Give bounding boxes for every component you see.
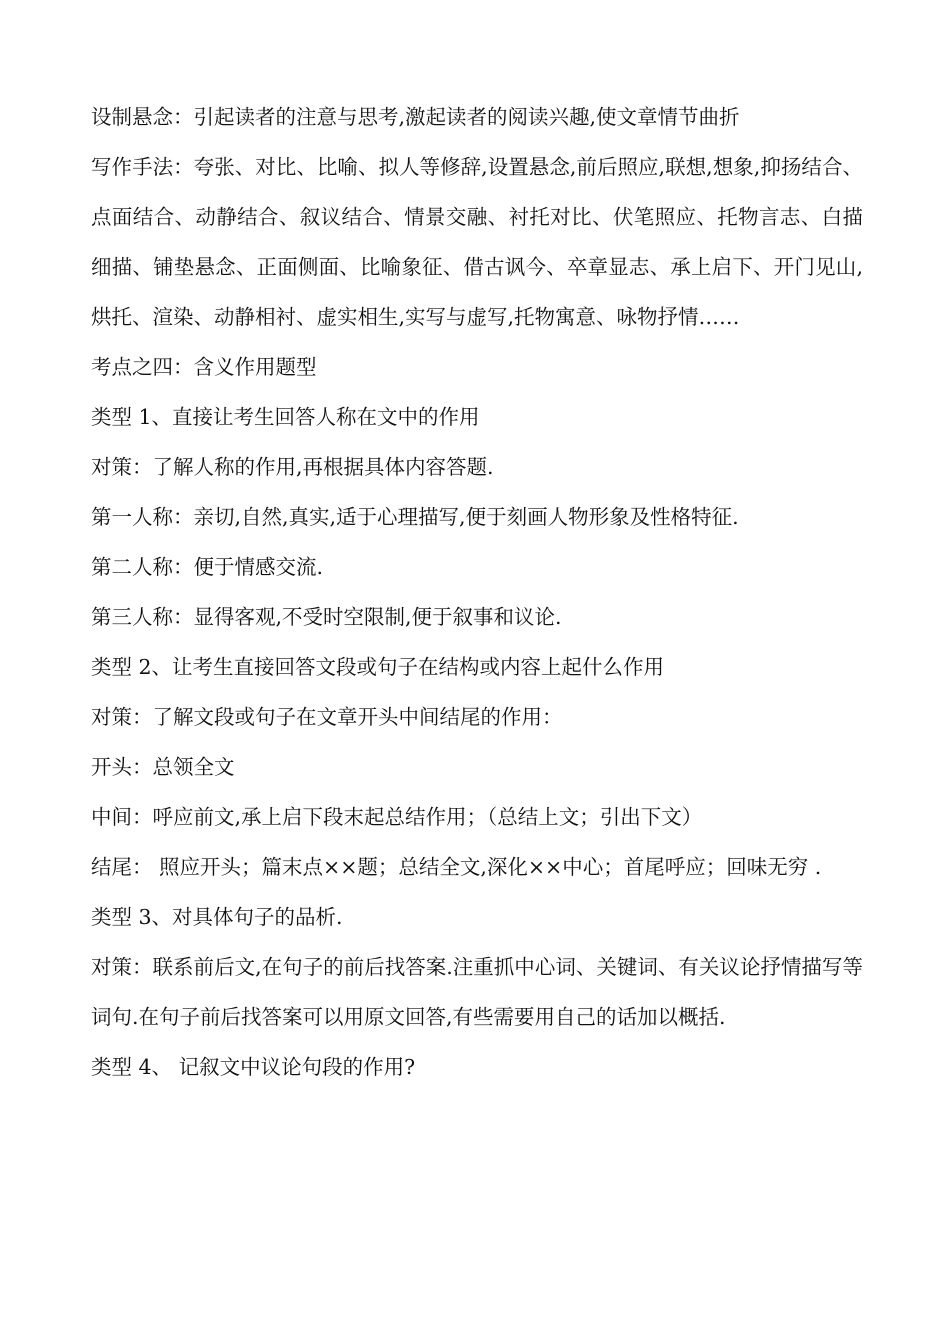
paragraph-first-person: 第一人称：亲切,自然,真实,适于心理描写,便于刻画人物形象及性格特征. <box>91 505 739 529</box>
paragraph-ending: 结尾： 照应开头；篇末点××题；总结全文,深化××中心；首尾呼应；回味无穷 . <box>91 855 822 879</box>
paragraph-second-person: 第二人称：便于情感交流. <box>91 555 324 579</box>
paragraph-type-1-strategy: 对策：了解人称的作用,再根据具体内容答题. <box>91 455 494 479</box>
paragraph-type-2: 类型 2、让考生直接回答文段或句子在结构或内容上起什么作用 <box>91 655 665 679</box>
paragraph-type-3-strategy: 对策：联系前后文,在句子的前后找答案.注重抓中心词、关键词、有关议论抒情描写等词句.在句子前后找答案可以用原文回答,有些需要用自己的话加以概括. <box>91 955 863 1029</box>
paragraph-type-3: 类型 3、对具体句子的品析. <box>91 905 343 929</box>
paragraph-writing-techniques: 写作手法：夸张、对比、比喻、拟人等修辞,设置悬念,前后照应,联想,想象,抑扬结合、点面结合、动静结合、叙议结合、情景交融、衬托对比、伏笔照应、托物言志、白描细描、铺垫悬念、正面侧面、比喻象征、借古讽今、卒章显志、承上启下、开门见山,烘托、渲染、动静相衬、虚实相生,实写与虚写,托物寓意、咏物抒情…… <box>91 155 863 329</box>
paragraph-opening: 开头：总领全文 <box>91 755 235 779</box>
paragraph-section-heading: 考点之四：含义作用题型 <box>91 355 317 379</box>
paragraph-type-4: 类型 4、 记叙文中议论句段的作用? <box>91 1055 416 1079</box>
paragraph-third-person: 第三人称：显得客观,不受时空限制,便于叙事和议论. <box>91 605 562 629</box>
paragraph-middle: 中间：呼应前文,承上启下段末起总结作用；（总结上文；引出下文） <box>91 805 703 829</box>
paragraph-suspense: 设制悬念：引起读者的注意与思考,激起读者的阅读兴趣,使文章情节曲折 <box>91 105 740 129</box>
document-body <box>91 92 863 1092</box>
paragraph-type-1: 类型 1、直接让考生回答人称在文中的作用 <box>91 405 480 429</box>
paragraph-type-2-strategy: 对策：了解文段或句子在文章开头中间结尾的作用： <box>91 705 563 729</box>
